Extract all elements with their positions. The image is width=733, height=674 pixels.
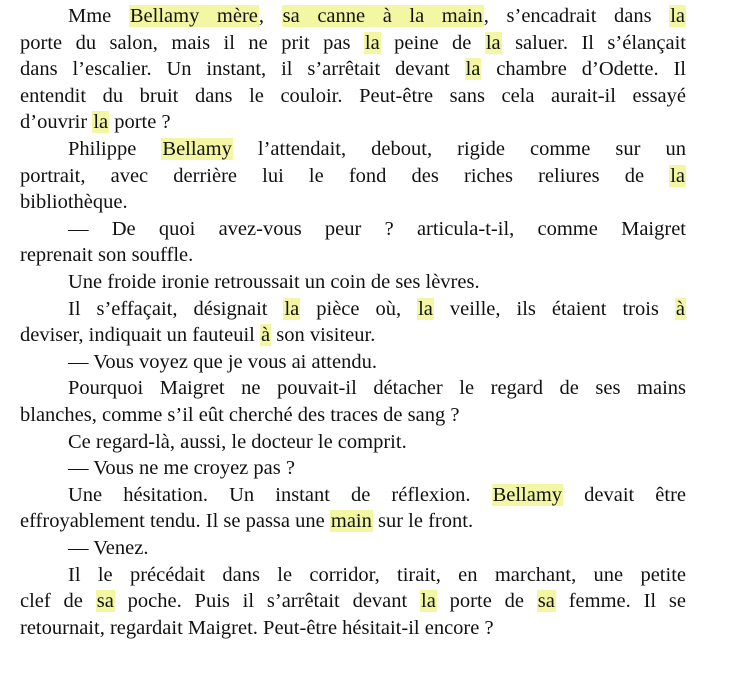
text-line bbox=[20, 402, 686, 428]
text-line bbox=[68, 482, 686, 508]
text-line bbox=[20, 163, 686, 189]
text-segment: son visiteur. bbox=[271, 324, 376, 347]
highlighted-word: sa bbox=[537, 590, 555, 613]
text-segment: portrait, avec derrière lui le fond des riches reliures de bbox=[20, 164, 670, 187]
text-segment: — Vous voyez que je vous ai attendu. bbox=[68, 350, 377, 373]
text-segment: porte ? bbox=[109, 111, 171, 134]
highlighted-word: la bbox=[364, 31, 380, 54]
text-segment: sur le front. bbox=[372, 510, 474, 533]
highlighted-word: à bbox=[261, 324, 271, 347]
text-segment: Une froide ironie retroussait un coin de ses lèvres. bbox=[68, 271, 480, 293]
highlighted-word: la bbox=[670, 164, 685, 187]
text-segment: Mme bbox=[68, 5, 129, 27]
text-segment: blanches, comme s’il eût cherché des traces de sang ? bbox=[20, 404, 460, 426]
text-line bbox=[68, 216, 686, 242]
highlighted-word: à bbox=[675, 297, 686, 320]
text-segment: l’attendait, debout, rigide comme sur un bbox=[232, 138, 686, 160]
text-line bbox=[68, 269, 686, 295]
text-segment: peine de bbox=[380, 31, 485, 54]
text-segment: dans l’escalier. Un instant, il s’arrêtait devant bbox=[20, 58, 465, 81]
text-segment: — De quoi avez-vous peur ? articula-t-il, comme Maigret bbox=[68, 217, 686, 240]
highlighted-word: la bbox=[485, 31, 501, 54]
text-line bbox=[20, 83, 686, 109]
text-segment: , s’encadrait dans bbox=[483, 5, 670, 27]
text-line bbox=[20, 615, 686, 641]
text-segment: porte de bbox=[436, 590, 537, 613]
text-line bbox=[68, 3, 686, 29]
text-line bbox=[68, 296, 686, 322]
highlighted-word: la bbox=[465, 58, 481, 81]
text-line bbox=[20, 508, 686, 534]
highlighted-word: la bbox=[670, 5, 686, 27]
text-segment: femme. Il se bbox=[555, 590, 686, 613]
text-line bbox=[68, 535, 686, 561]
text-line bbox=[20, 56, 686, 82]
text-segment: effroyablement tendu. Il se passa une bbox=[20, 510, 330, 533]
highlighted-word: la bbox=[421, 590, 436, 613]
text-segment: Une hésitation. Un instant de réflexion. bbox=[68, 483, 492, 506]
text-segment: chambre d’Odette. Il bbox=[481, 58, 687, 81]
highlighted-word: sa bbox=[96, 590, 114, 613]
text-line bbox=[20, 109, 686, 135]
text-line bbox=[68, 429, 686, 455]
text-segment: devait être bbox=[563, 483, 687, 506]
text-line bbox=[68, 349, 686, 375]
text-segment: clef de bbox=[20, 590, 96, 613]
text-segment: saluer. Il s’élançait bbox=[501, 31, 686, 54]
text-segment: porte du salon, mais il ne prit pas bbox=[20, 31, 364, 54]
text-line bbox=[20, 30, 686, 56]
text-line bbox=[20, 189, 686, 215]
text-segment: poche. Puis il s’arrêtait devant bbox=[114, 590, 421, 613]
text-line bbox=[68, 375, 686, 401]
text-segment: d’ouvrir bbox=[20, 111, 93, 134]
text-segment: veille, ils étaient trois bbox=[433, 297, 675, 320]
text-line bbox=[68, 136, 686, 162]
text-segment: , bbox=[258, 5, 282, 27]
text-segment: reprenait son souffle. bbox=[20, 244, 194, 267]
highlighted-word: sa canne à la main bbox=[282, 5, 483, 27]
highlighted-word: la bbox=[93, 111, 109, 134]
text-line bbox=[20, 242, 686, 268]
highlighted-word: Bellamy bbox=[162, 138, 232, 160]
highlighted-word: la bbox=[284, 297, 300, 320]
text-segment: retournait, regardait Maigret. Peut-être hésitait-il encore ? bbox=[20, 616, 494, 639]
text-segment: deviser, indiquait un fauteuil bbox=[20, 324, 260, 347]
text-segment: — Venez. bbox=[68, 537, 149, 559]
highlighted-word: Bellamy mère bbox=[129, 5, 258, 27]
text-line bbox=[68, 455, 686, 481]
text-segment: Il s’effaçait, désignait bbox=[68, 297, 284, 320]
text-segment: bibliothèque. bbox=[20, 191, 128, 214]
text-segment: Il le précédait dans le corridor, tirait, en marchant, une petite bbox=[68, 563, 686, 586]
text-segment: Pourquoi Maigret ne pouvait-il détacher le regard de ses mains bbox=[68, 377, 686, 400]
text-segment: Ce regard-là, aussi, le docteur le comprit. bbox=[68, 430, 407, 453]
highlighted-word: Bellamy bbox=[492, 483, 563, 506]
highlighted-word: main bbox=[330, 510, 372, 533]
text-line bbox=[20, 588, 686, 614]
text-line bbox=[20, 322, 686, 348]
text-line bbox=[68, 562, 686, 588]
text-segment: pièce où, bbox=[300, 297, 418, 320]
text-segment: Philippe bbox=[68, 138, 162, 160]
highlighted-word: la bbox=[418, 297, 433, 320]
text-segment: — Vous ne me croyez pas ? bbox=[68, 457, 295, 480]
text-segment: entendit du bruit dans le couloir. Peut-être sans cela aurait-il essayé bbox=[20, 84, 686, 107]
